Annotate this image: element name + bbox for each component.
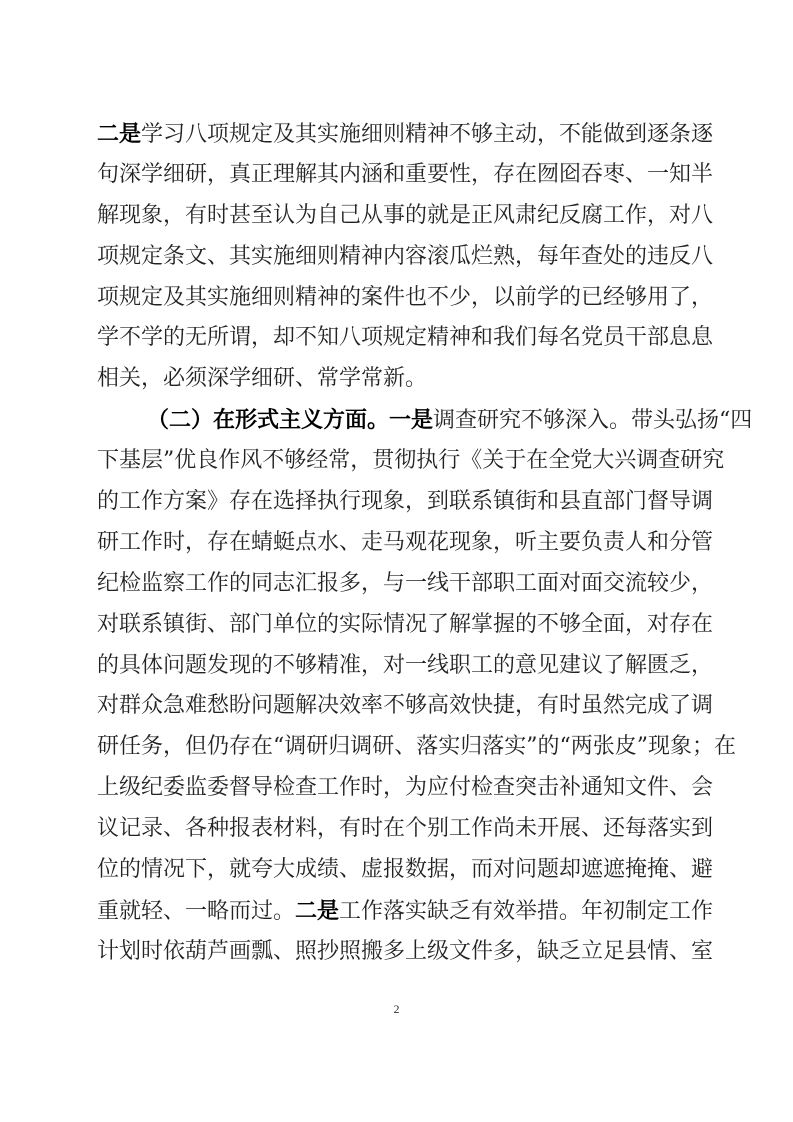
text-line — [97, 727, 736, 768]
page-number: 2 — [393, 1002, 400, 1016]
text-segment: 对群众急难愁盼问题解决效率不够高效快捷，有时虽然完成了调 — [97, 693, 714, 719]
text-segment: 上级纪委监委督导检查工作时，为应付检查突击补通知文件、会 — [97, 775, 714, 801]
text-segment: 项规定及其实施细则精神的案件也不少，以前学的已经够用了， — [97, 284, 714, 310]
text-segment: 位的情况下，就夸大成绩、虚报数据，而对问题却遮遮掩掩、避 — [97, 857, 714, 883]
bold-text: 二是 — [295, 897, 340, 924]
text-segment: 解现象，有时甚至认为自己从事的就是正风肃纪反腐工作，对八 — [97, 202, 714, 228]
text-segment: 工作落实缺乏有效举措。年初制定工作 — [339, 898, 714, 924]
text-line — [97, 196, 714, 237]
text-segment: 下基层”优良作风不够经常，贯彻执行《关于在全党大兴调查研究 — [97, 448, 725, 474]
text-segment: 计划时依葫芦画瓢、照抄照搬多上级文件多，缺乏立足县情、室 — [97, 938, 714, 964]
text-line — [97, 932, 714, 973]
text-segment: 纪检监察工作的同志汇报多，与一线干部职工面对面交流较少， — [97, 570, 714, 596]
text-line — [97, 482, 714, 523]
text-line — [97, 768, 714, 809]
text-segment: 项规定条文、其实施细则精神内容滚瓜烂熟，每年查处的违反八 — [97, 243, 714, 269]
text-line — [97, 237, 714, 278]
paragraph — [97, 114, 714, 400]
text-line — [97, 523, 714, 564]
text-line — [97, 441, 725, 482]
text-line — [97, 809, 714, 850]
text-line — [97, 155, 714, 196]
text-segment: 句深学细研，真正理解其内涵和重要性，存在囫囵吞枣、一知半 — [97, 161, 714, 187]
text-line — [97, 850, 714, 891]
text-line — [97, 564, 714, 605]
text-line — [97, 891, 714, 932]
text-segment: 研任务，但仍存在“调研归调研、落实归落实”的“两张皮”现象；在 — [97, 734, 736, 760]
text-segment: 的工作方案》存在选择执行现象，到联系镇街和县直部门督导调 — [97, 489, 714, 515]
bold-text: （二）在形式主义方面。一是 — [147, 407, 434, 434]
text-segment: 议记录、各种报表材料，有时在个别工作尚未开展、还每落实到 — [97, 816, 714, 842]
document-body — [97, 114, 753, 973]
text-line — [97, 359, 706, 400]
paragraph — [97, 400, 753, 972]
text-segment: 调查研究不够深入。带头弘扬“四 — [433, 408, 753, 434]
text-line — [97, 646, 714, 687]
text-segment: 学习八项规定及其实施细则精神不够主动，不能做到逐条逐 — [141, 122, 714, 147]
text-line — [97, 114, 714, 155]
text-line — [97, 278, 714, 319]
text-segment: 学不学的无所谓，却不知八项规定精神和我们每名党员干部息息 — [97, 325, 714, 351]
text-segment: 重就轻、一略而过。 — [97, 898, 296, 924]
text-line — [97, 318, 714, 359]
text-line — [97, 605, 714, 646]
bold-text: 二是 — [97, 121, 142, 147]
text-segment: 研工作时，存在蜻蜓点水、走马观花现象，听主要负责人和分管 — [97, 529, 714, 555]
text-segment: 相关，必须深学细研、常学常新。 — [97, 366, 428, 392]
text-line — [97, 400, 753, 441]
text-segment: 的具体问题发现的不够精准，对一线职工的意见建议了解匮乏， — [97, 652, 714, 678]
text-segment: 对联系镇街、部门单位的实际情况了解掌握的不够全面，对存在 — [97, 611, 714, 637]
text-line — [97, 686, 714, 727]
